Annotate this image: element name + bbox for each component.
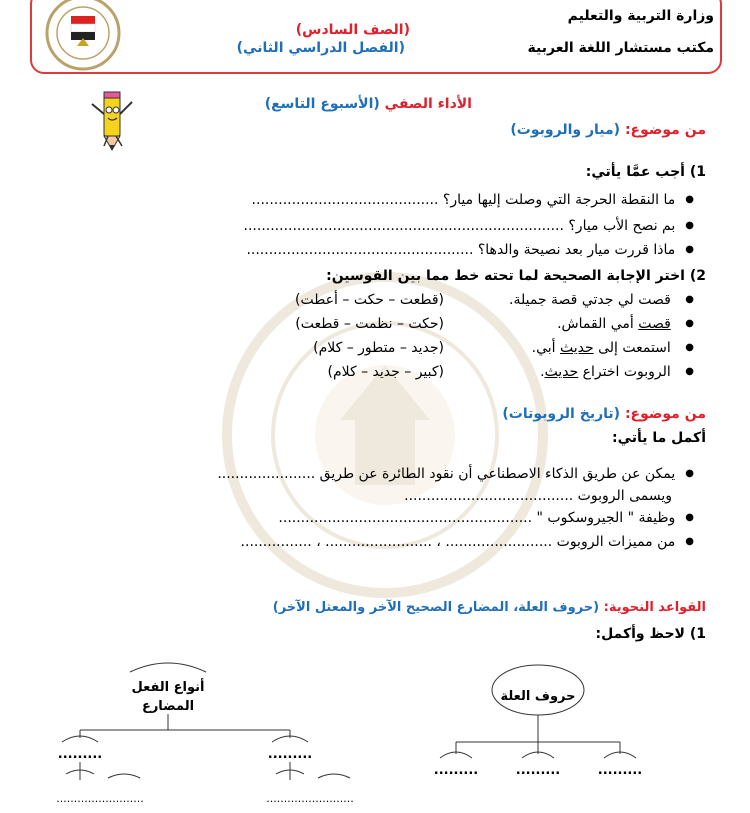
q2-item-1-pre: قصت لي جدتي قصة جميلة. (509, 292, 671, 308)
vowel-blank-1: ......... (433, 763, 479, 778)
q2-item-4-pre: الروبوت اختراع (578, 364, 671, 380)
page-title (265, 96, 472, 112)
verb-types-diagram (56, 663, 353, 805)
q3-item-1-continued: ويسمى الروبوت ...................................... (404, 488, 672, 504)
title-week: (الأسبوع التاسع) (264, 96, 380, 112)
q1-item-3: ● ماذا قررت ميار بعد نصيحة والدها؟ ................................................... (246, 242, 694, 258)
term-label: (الفصل الدراسي الثاني) (236, 40, 405, 56)
q3-heading: أكمل ما يأتي: (611, 430, 706, 446)
q2-item-3-ul: حديث (559, 340, 594, 356)
q2-item-4-post: . (540, 364, 545, 380)
grammar-topic (273, 600, 706, 615)
office-name: مكتب مستشار اللغة العربية (527, 40, 714, 56)
pencil-mascot-icon (88, 88, 136, 152)
q2-item-4-choices: (كبير – جديد – كلام) (327, 364, 444, 380)
vowel-blank-2: ......... (515, 763, 561, 778)
q2-item-4-ul: حديث (544, 364, 579, 380)
q2-item-3-pre: استمعت إلى (593, 340, 671, 356)
q2-item-3-choices: (جديد – متطور – كلام) (313, 340, 444, 356)
topic-2-prefix: من موضوع: (624, 406, 706, 422)
q3-item-1: ● يمكن عن طريق الذكاء الاصطناعي أن نقود الطائرة عن طريق ...................... (217, 466, 694, 482)
q2-item-4 (540, 364, 694, 380)
vowel-letters-diagram (434, 665, 642, 778)
q2-item-2-ul: قصت (638, 316, 671, 332)
verb-types-title-2: المضارع (141, 699, 195, 714)
title-label: الأداء الصفي (384, 96, 472, 112)
topic-2 (502, 406, 706, 422)
grammar-prefix: القواعد النحوية: (603, 600, 706, 615)
topic-1-name: (ميار والروبوت) (510, 122, 621, 138)
vowel-letters-title: حروف العلة (500, 689, 576, 704)
q2-item-3-post: أبي. (531, 340, 560, 356)
q2-item-2-choices: (حكت – نظمت – قطعت) (295, 316, 444, 332)
verb-types-title-1: أنواع الفعل (131, 680, 205, 695)
q2-item-2-post: أمي القماش. (557, 316, 639, 332)
verb-example-blank-right: ......................... (266, 792, 354, 805)
q2-item-2 (557, 316, 694, 332)
q3-item-3: ● من مميزات الروبوت ........................ ، ........................ ، ................ (241, 534, 694, 550)
verb-example-blank-left: ......................... (56, 792, 144, 805)
verb-type-blank-right: ......... (267, 747, 313, 762)
ministry-logo (44, 0, 122, 72)
ministry-name: وزارة التربية والتعليم (567, 8, 714, 24)
q2-item-3 (532, 340, 694, 356)
vowel-blank-3: ......... (597, 763, 643, 778)
q3-item-2: ● وظيفة " الجيروسكوب " ......................................................... (278, 510, 694, 526)
topic-1 (510, 122, 706, 138)
topic-1-prefix: من موضوع: (624, 122, 706, 138)
topic-2-name: (تاريخ الروبوتات) (502, 406, 621, 422)
grammar-name: (حروف العلة، المضارع الصحيح الآخر والمعتل الآخر) (272, 600, 600, 615)
q2-heading: 2) اختر الإجابة الصحيحة لما تحته خط مما بين القوسين: (326, 268, 706, 284)
q1-item-1: ● ما النقطة الحرجة التي وصلت إليها ميار؟ .......................................... (252, 192, 694, 208)
q2-item-1 (509, 292, 694, 308)
grade-label: (الصف السادس) (295, 22, 410, 38)
q4-heading: 1) لاحظ وأكمل: (595, 626, 706, 642)
verb-type-blank-left: ......... (57, 747, 103, 762)
q2-item-1-choices: (قطعت – حكت – أعطت) (294, 292, 444, 308)
grammar-diagram (0, 650, 750, 813)
q1-heading: 1) أجب عمَّا يأتي: (585, 164, 706, 180)
q1-item-2: ● بم نصح الأب ميار؟ ........................................................................ (244, 218, 694, 234)
